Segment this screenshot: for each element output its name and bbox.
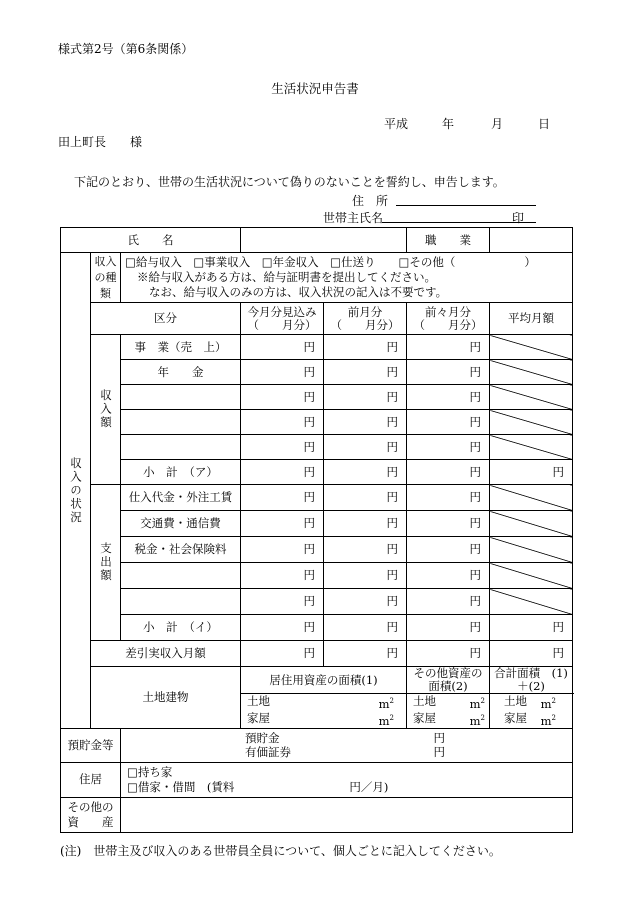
other-assets-field[interactable] <box>121 797 573 832</box>
residential-area-header: 居住用資産の面積(1) <box>241 667 407 694</box>
income-status-section <box>61 253 91 729</box>
amount-cell[interactable]: 円 <box>241 563 324 589</box>
income-row-label: 年 金 <box>121 360 241 385</box>
seal-mark: 印 <box>512 211 525 225</box>
expense-row-label: 交通費・通信費 <box>121 511 241 537</box>
amount-cell[interactable]: 円 <box>324 485 407 511</box>
amount-cell[interactable]: 円 <box>324 537 407 563</box>
amount-cell[interactable]: 円 <box>324 410 407 435</box>
status-form-table <box>60 227 573 833</box>
amount-cell[interactable]: 円 <box>241 537 324 563</box>
amount-cell[interactable]: 円 <box>241 589 324 615</box>
amount-cell[interactable]: 円 <box>241 410 324 435</box>
amount-cell[interactable]: 円 <box>324 460 407 485</box>
amount-cell[interactable]: 円 <box>324 511 407 537</box>
amount-cell[interactable]: 円 <box>407 589 490 615</box>
prev2-month-header: 前々月分 （ 月分） <box>407 303 490 335</box>
diagonal-cell <box>490 435 573 460</box>
amount-cell[interactable]: 円 <box>407 511 490 537</box>
amount-cell[interactable]: 円 <box>241 615 324 641</box>
own-house-checkbox[interactable]: □持ち家 <box>127 764 173 779</box>
amount-cell[interactable]: 円 <box>241 641 324 667</box>
amount-cell[interactable]: 円 <box>324 435 407 460</box>
amount-cell[interactable]: 円 <box>407 435 490 460</box>
date-era: 平成 <box>384 117 409 131</box>
avg-header: 平均月額 <box>490 303 573 335</box>
total-area-header: 合計面積 (1)＋(2) <box>490 667 573 694</box>
diagonal-cell <box>490 563 573 589</box>
expense-row-label-blank[interactable] <box>121 589 241 615</box>
amount-cell[interactable]: 円 <box>407 410 490 435</box>
income-type-options[interactable]: □給与収入 □事業収入 □年金収入 □仕送り □その他（ ） <box>125 255 536 269</box>
address-label: 住 所 <box>352 194 389 208</box>
residential-area-cell[interactable]: 土地 $m^2$ 家屋 $m^2$ <box>241 694 407 729</box>
income-subtotal-label: 小 計 （ア） <box>121 460 241 485</box>
amount-cell[interactable]: 円 <box>324 563 407 589</box>
total-area-cell[interactable]: 土地 $m^2$ 家屋 $m^2$ <box>490 694 573 729</box>
diagonal-cell <box>490 360 573 385</box>
avg-amount-cell[interactable]: 円 <box>490 641 573 667</box>
page-title: 生活状況申告書 <box>271 81 359 96</box>
job-field[interactable] <box>490 228 573 253</box>
footer-note: (注) 世帯主及び収入のある世帯員全員について、個人ごとに記入してください。 <box>60 844 501 858</box>
amount-cell[interactable]: 円 <box>241 460 324 485</box>
intro-text: 下記のとおり、世帯の生活状況について偽りのないことを誓約し、申告します。 <box>74 175 505 189</box>
land-building-label: 土地建物 <box>91 667 241 729</box>
amount-cell[interactable]: 円 <box>407 537 490 563</box>
expense-group <box>91 485 121 641</box>
amount-cell[interactable]: 円 <box>324 385 407 410</box>
amount-cell[interactable]: 円 <box>241 511 324 537</box>
expense-group-label: 支出額 <box>99 542 113 583</box>
other-area-header: その他資産の面積(2) <box>407 667 490 694</box>
amount-cell[interactable]: 円 <box>324 589 407 615</box>
avg-amount-cell[interactable]: 円 <box>490 615 573 641</box>
prev-month-header: 前月分 （ 月分） <box>324 303 407 335</box>
date-day[interactable]: 日 <box>538 117 551 131</box>
other-assets-label: その他の 資 産 <box>61 797 121 832</box>
diagonal-cell <box>490 335 573 360</box>
savings-cell[interactable]: 預貯金 円 有価証券 円 <box>121 728 573 762</box>
date-month[interactable]: 月 <box>491 117 504 131</box>
form-number: 様式第2号（第6条関係） <box>58 42 194 56</box>
diagonal-cell <box>490 589 573 615</box>
addressee: 田上町長 様 <box>58 135 143 149</box>
income-row-label-blank[interactable] <box>121 435 241 460</box>
amount-cell[interactable]: 円 <box>407 485 490 511</box>
income-status-label: 収入の状況 <box>69 456 83 525</box>
avg-amount-cell[interactable]: 円 <box>490 460 573 485</box>
net-income-label: 差引実収入月額 <box>91 641 241 667</box>
income-type-cell <box>121 253 573 303</box>
rented-checkbox[interactable]: □借家・借間 (賃料 円／月) <box>127 779 389 794</box>
amount-cell[interactable]: 円 <box>407 360 490 385</box>
date-year[interactable]: 年 <box>442 117 455 131</box>
amount-cell[interactable]: 円 <box>324 360 407 385</box>
amount-cell[interactable]: 円 <box>407 563 490 589</box>
address-field[interactable] <box>396 205 536 206</box>
income-row-label: 事 業（売 上） <box>121 335 241 360</box>
expense-subtotal-label: 小 計 （イ） <box>121 615 241 641</box>
expense-row-label: 仕入代金・外注工賃 <box>121 485 241 511</box>
savings-label: 預貯金等 <box>61 728 121 762</box>
amount-cell[interactable]: 円 <box>241 385 324 410</box>
income-row-label-blank[interactable] <box>121 385 241 410</box>
this-month-header: 今月分見込み （ 月分） <box>241 303 324 335</box>
name-label: 氏 名 <box>61 228 241 253</box>
diagonal-cell <box>490 537 573 563</box>
amount-cell[interactable]: 円 <box>324 615 407 641</box>
expense-row-label: 税金・社会保険料 <box>121 537 241 563</box>
income-group-label: 収入額 <box>99 389 113 430</box>
job-label: 職 業 <box>407 228 490 253</box>
amount-cell[interactable]: 円 <box>407 460 490 485</box>
diagonal-cell <box>490 511 573 537</box>
amount-cell[interactable]: 円 <box>407 335 490 360</box>
residence-cell <box>121 762 573 797</box>
income-type-label: 収入の種 類 <box>91 253 121 303</box>
name-field[interactable] <box>241 228 407 253</box>
amount-cell[interactable]: 円 <box>407 641 490 667</box>
head-name-label: 世帯主氏名 <box>323 211 384 225</box>
amount-cell[interactable]: 円 <box>324 335 407 360</box>
amount-cell[interactable]: 円 <box>241 485 324 511</box>
diagonal-cell <box>490 385 573 410</box>
diagonal-cell <box>490 410 573 435</box>
amount-cell[interactable]: 円 <box>241 435 324 460</box>
income-row-label-blank[interactable] <box>121 410 241 435</box>
category-header: 区分 <box>91 303 241 335</box>
amount-cell[interactable]: 円 <box>324 641 407 667</box>
residence-label: 住居 <box>61 762 121 797</box>
other-area-cell[interactable]: 土地 $m^2$ 家屋 $m^2$ <box>407 694 490 729</box>
amount-cell[interactable]: 円 <box>241 335 324 360</box>
diagonal-cell <box>490 485 573 511</box>
amount-cell[interactable]: 円 <box>407 615 490 641</box>
amount-cell[interactable]: 円 <box>241 360 324 385</box>
note-salary-cert: ※給与収入がある方は、給与証明書を提出してください。 <box>137 270 436 284</box>
note-salary-only: なお、給与収入のみの方は、収入状況の記入は不要です。 <box>149 285 448 299</box>
expense-row-label-blank[interactable] <box>121 563 241 589</box>
income-group <box>91 335 121 485</box>
amount-cell[interactable]: 円 <box>407 385 490 410</box>
